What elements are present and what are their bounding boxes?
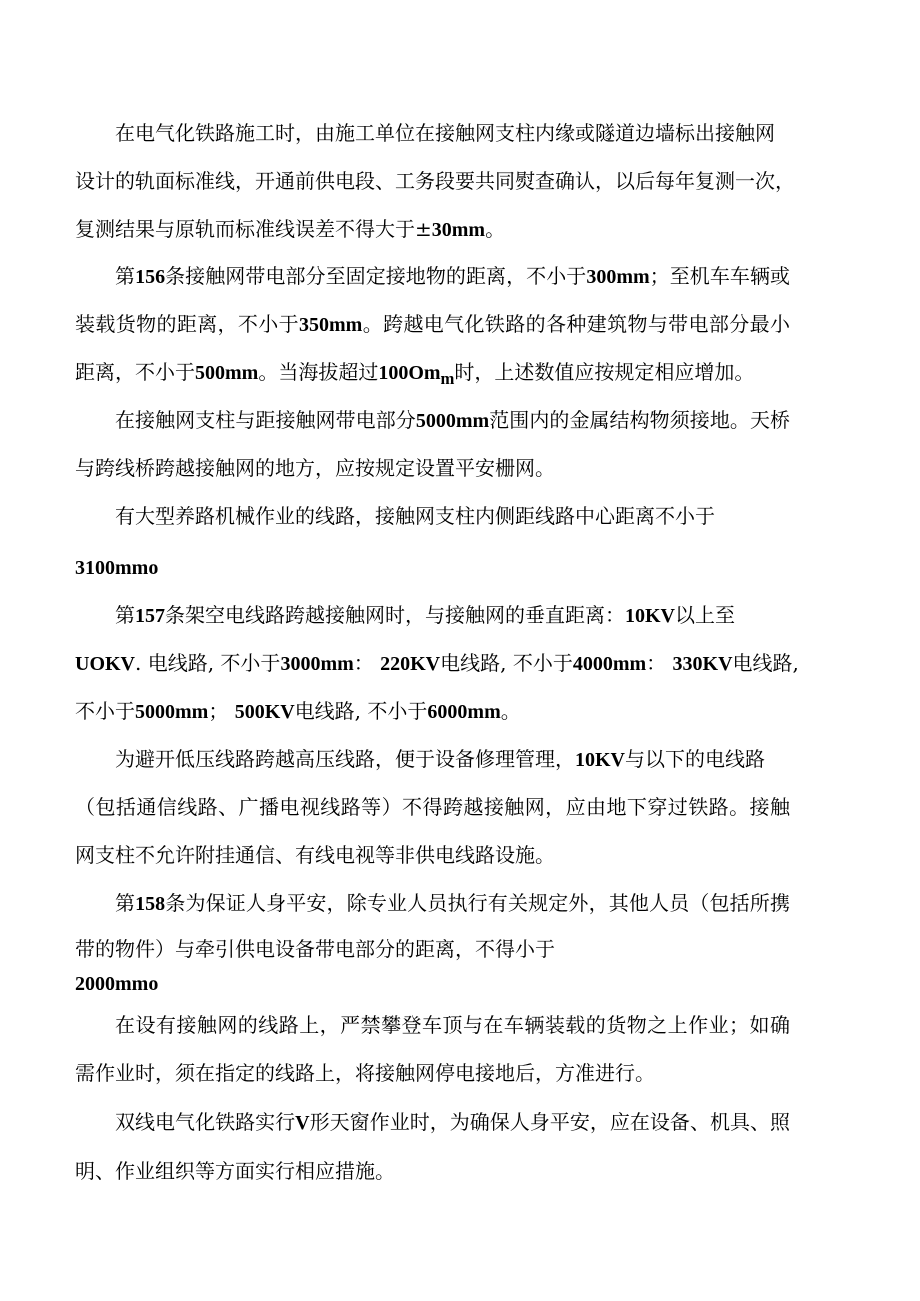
text-line: [75, 168, 795, 194]
text-line: [75, 650, 799, 677]
text-line: [75, 842, 555, 868]
text-run: 为避开低压线路跨越高压线路，便于设备修理管理，: [115, 747, 575, 771]
text-line: [75, 794, 790, 820]
text-line: [75, 359, 754, 392]
text-run: 需作业时，须在指定的线路上，将接触网停电接地后，方准进行。: [75, 1061, 655, 1085]
text-line: [75, 1060, 655, 1086]
text-run: 时，上述数值应按规定相应增加。: [454, 360, 755, 384]
text-line: [75, 455, 555, 481]
text-line: [75, 698, 521, 725]
text-run: （包括通信线路、广播电视线路等）不得跨越接触网，应由地下穿过铁路。接触: [75, 795, 790, 819]
text-run: 电线路, 不小于: [294, 699, 428, 723]
bold-run: 300mm: [586, 266, 650, 288]
text-run: ：: [646, 651, 673, 675]
text-line: [75, 1109, 790, 1136]
bold-run: 10KV: [575, 749, 625, 771]
text-run: 在设有接触网的线路上，严禁攀登车顶与在车辆装载的货物之上作业；如确: [115, 1013, 790, 1037]
text-line: [75, 263, 790, 290]
text-run: 第: [115, 891, 136, 915]
text-run: 距离，不小于: [75, 360, 195, 384]
bold-run: 5000mm: [135, 701, 209, 723]
bold-run: 500KV: [234, 701, 295, 723]
bold-run: 500mm: [195, 362, 259, 384]
text-run: 电线路, 不小于: [440, 651, 573, 675]
bold-run: UOKV: [75, 653, 135, 675]
bold-run: m: [440, 369, 455, 388]
text-line: [75, 602, 735, 629]
text-line: [75, 554, 158, 581]
bold-run: 10KV: [625, 605, 675, 627]
text-run: 条接触网带电部分至固定接地物的距离，不小于: [165, 264, 587, 288]
text-run: 装载货物的距离，不小于: [75, 312, 300, 336]
bold-run: 30mm: [431, 219, 486, 241]
text-run: 设计的轨面标准线，开通前供电段、工务段要共同熨查确认，以后每年复测一次，: [75, 169, 795, 193]
text-run: 条为保证人身平安，除专业人员执行有关规定外，其他人员（包括所携: [165, 891, 790, 915]
text-line: [75, 936, 555, 962]
text-line: [75, 216, 505, 243]
text-run: 在接触网支柱与距接触网带电部分: [115, 408, 416, 432]
bold-run: 3000mm: [280, 653, 354, 675]
text-line: [75, 1012, 790, 1038]
text-run: 形天窗作业时，为确保人身平安，应在设备、机具、照: [309, 1110, 791, 1134]
bold-run: 157: [135, 605, 165, 627]
text-run: 带的物件）与牵引供电设备带电部分的距离，不得小于: [75, 937, 555, 961]
text-run: 。跨越电气化铁路的各种建筑物与带电部分最小: [362, 312, 791, 336]
text-run: 。: [500, 699, 521, 723]
bold-run: 6000mm: [427, 701, 501, 723]
bold-run: 5000mm: [415, 410, 490, 432]
text-run: 第: [115, 264, 136, 288]
text-run: 在电气化铁路施工时，由施工单位在接触网支柱内缘或隧道边墙标出接触网: [115, 121, 775, 145]
text-run: 与跨线桥跨越接触网的地方，应按规定设置平安栅网。: [75, 456, 555, 480]
bold-run: 2000mmo: [75, 973, 159, 995]
text-run: ；: [208, 699, 235, 723]
text-run: 。: [485, 217, 506, 241]
text-run: 条架空电线路跨越接触网时，与接触网的垂直距离：: [165, 603, 625, 627]
bold-run: 3100mmo: [75, 557, 159, 579]
bold-run: 4000mm: [572, 653, 647, 675]
text-run: 第: [115, 603, 135, 627]
text-run: 电线路,: [732, 651, 799, 675]
bold-run: V: [295, 1112, 310, 1134]
text-run: . 电线路, 不小于: [135, 651, 281, 675]
text-line: [75, 120, 775, 146]
text-line: [75, 1158, 395, 1184]
text-run: 双线电气化铁路实行: [115, 1110, 296, 1134]
bold-run: 156: [135, 266, 166, 288]
text-run: 有大型养路机械作业的线路，接触网支柱内侧距线路中心距离不小于: [115, 504, 715, 528]
text-run: 范围内的金属结构物须接地。天桥: [489, 408, 791, 432]
text-run: 明、作业组织等方面实行相应措施。: [75, 1159, 395, 1183]
bold-run: 220KV: [380, 653, 441, 675]
text-line: [75, 890, 790, 917]
bold-run: 350mm: [299, 314, 363, 336]
text-line: [75, 311, 790, 338]
text-line: [75, 970, 158, 997]
text-run: 以上至: [675, 603, 735, 627]
text-line: [75, 407, 790, 434]
bold-run: 158: [135, 893, 166, 915]
text-run: 复测结果与原轨而标准线误差不得大于±: [75, 217, 432, 241]
bold-run: 330KV: [672, 653, 733, 675]
text-line: [75, 503, 715, 529]
text-line: [75, 746, 765, 773]
text-run: 与以下的电线路: [625, 747, 765, 771]
text-run: 不小于: [75, 699, 135, 723]
text-run: 网支柱不允许附挂通信、有线电视等非供电线路设施。: [75, 843, 555, 867]
bold-run: 100Om: [378, 362, 441, 384]
text-run: ；至机车车辆或: [649, 264, 791, 288]
text-run: ：: [353, 651, 381, 675]
text-run: 。当海拔超过: [258, 360, 379, 384]
